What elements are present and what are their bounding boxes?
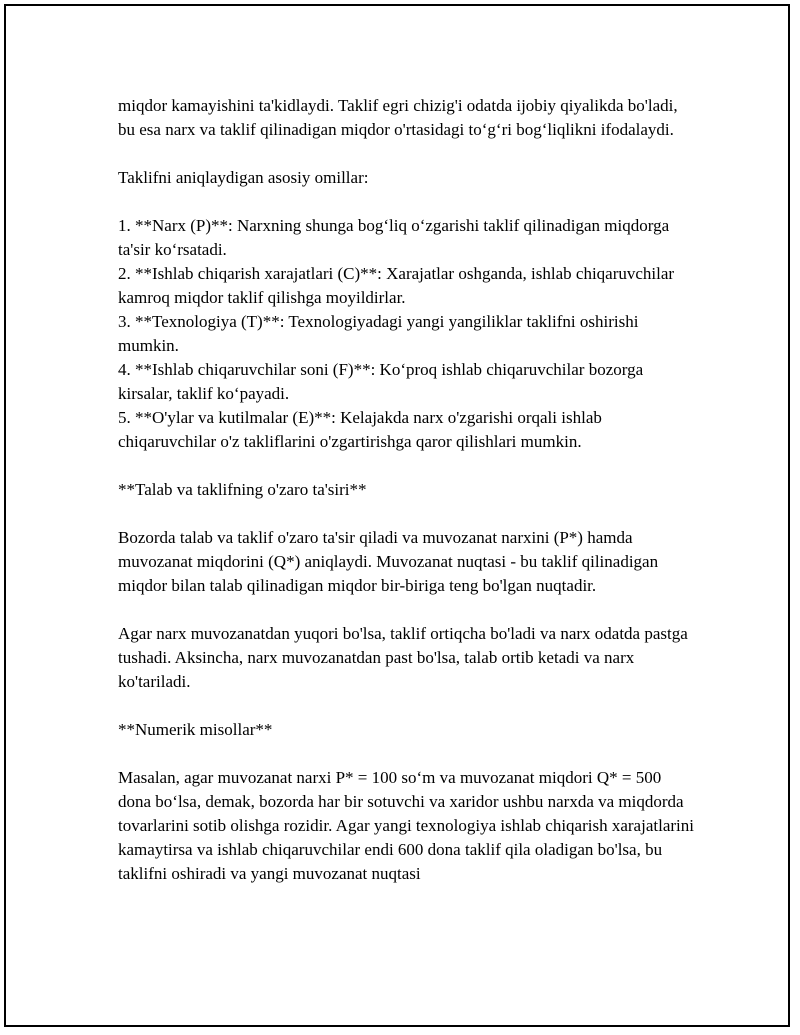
document-body: [118, 94, 698, 910]
examples-paragraph: Masalan, agar muvozanat narxi P* = 100 so‘m va muvozanat miqdori Q* = 500 dona bo‘lsa, demak, bozorda har bir sotuvchi va xaridor ushbu narxda va miqdorda tovarlarini sotib olishga rozidir. Agar yangi texnologiya ishlab chiqarish xarajatlarini kamaytirsa va ishlab chiqaruvchilar endi 600 dona taklif qila oladigan bo'lsa, bu taklifni oshiradi va yangi muvozanat nuqtasi: [118, 768, 694, 883]
interaction-paragraph-2: Agar narx muvozanatdan yuqori bo'lsa, taklif ortiqcha bo'ladi va narx odatda pastga tushadi. Aksincha, narx muvozanatdan past bo'lsa, talab ortib ketadi va narx ko'tariladi.: [118, 624, 688, 691]
interaction-paragraph-1: Bozorda talab va taklif o'zaro ta'sir qiladi va muvozanat narxini (P*) hamda muvozanat miqdorini (Q*) aniqlaydi. Muvozanat nuqtasi - bu taklif qilinadigan miqdor bilan talab qilinadigan miqdor bir-biriga teng bo'lgan nuqtadir.: [118, 528, 659, 595]
interaction-heading: **Talab va taklifning o'zaro ta'siri**: [118, 480, 367, 499]
list-item: 4. **Ishlab chiqaruvchilar soni (F)**: Ko‘proq ishlab chiqaruvchilar bozorga kirsalar, taklif ko‘payadi.: [118, 360, 644, 403]
factors-heading: Taklifni aniqlaydigan asosiy omillar:: [118, 168, 369, 187]
factors-list: [118, 214, 698, 454]
list-item: 2. **Ishlab chiqarish xarajatlari (C)**: Xarajatlar oshganda, ishlab chiqaruvchilar kamroq miqdor taklif qilishga moyildirlar.: [118, 264, 675, 307]
list-item: 5. **O'ylar va kutilmalar (E)**: Kelajakda narx o'zgarishi orqali ishlab chiqaruvchilar o'z takliflarini o'zgartirishga qaror qilishlari mumkin.: [118, 408, 602, 451]
examples-heading: **Numerik misollar**: [118, 720, 273, 739]
list-item: 3. **Texnologiya (T)**: Texnologiyadagi yangi yangiliklar taklifni oshirishi mumkin.: [118, 312, 639, 355]
intro-paragraph: miqdor kamayishini ta'kidlaydi. Taklif egri chizig'i odatda ijobiy qiyalikda bo'ladi, bu esa narx va taklif qilinadigan miqdor o'rtasidagi to‘g‘ri bog‘liqlikni ifodalaydi.: [118, 96, 678, 139]
list-item: 1. **Narx (P)**: Narxning shunga bog‘liq o‘zgarishi taklif qilinadigan miqdorga ta'sir ko‘rsatadi.: [118, 216, 670, 259]
